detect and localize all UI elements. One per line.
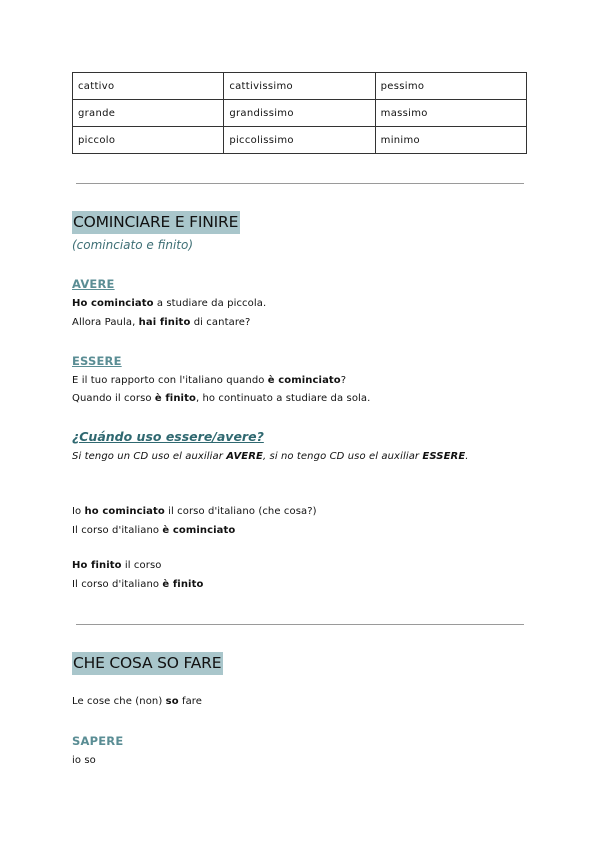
- table-cell: massimo: [375, 100, 526, 127]
- question-heading: ¿Cuándo uso essere/avere?: [72, 429, 264, 444]
- section-heading-che-cosa: CHE COSA SO FARE: [72, 652, 223, 675]
- table-cell: piccolissimo: [224, 127, 375, 154]
- table-cell: pessimo: [375, 73, 526, 100]
- example-cominciato-avere: Io ho cominciato il corso d'italiano (che cosa?): [72, 506, 317, 517]
- example-finito-avere: Ho finito il corso: [72, 560, 162, 571]
- avere-example-1: Ho cominciato a studiare da piccola.: [72, 298, 267, 309]
- table-cell: cattivo: [73, 73, 224, 100]
- table-row: [73, 100, 527, 127]
- table-cell: cattivissimo: [224, 73, 375, 100]
- sapere-conjugation: io so: [72, 755, 96, 766]
- example-finito-essere: Il corso d'italiano è finito: [72, 579, 204, 590]
- divider: [76, 183, 524, 184]
- avere-example-2: Allora Paula, hai finito di cantare?: [72, 317, 251, 328]
- essere-example-2: Quando il corso è finito, ho continuato a studiare da sola.: [72, 393, 371, 404]
- label-sapere: SAPERE: [72, 734, 124, 748]
- label-essere: ESSERE: [72, 354, 122, 368]
- label-avere: AVERE: [72, 277, 115, 291]
- superlatives-table: [72, 72, 527, 154]
- auxiliary-rule: Si tengo un CD uso el auxiliar AVERE, si no tengo CD uso el auxiliar ESSERE.: [72, 451, 469, 462]
- essere-example-1: E il tuo rapporto con l'italiano quando è cominciato?: [72, 375, 347, 386]
- section-subtitle: (cominciato e finito): [72, 238, 194, 252]
- example-cominciato-essere: Il corso d'italiano è cominciato: [72, 525, 236, 536]
- table-cell: piccolo: [73, 127, 224, 154]
- intro-line: Le cose che (non) so fare: [72, 696, 203, 707]
- table-row: [73, 73, 527, 100]
- table-row: [73, 127, 527, 154]
- table-cell: grande: [73, 100, 224, 127]
- table-cell: minimo: [375, 127, 526, 154]
- divider: [76, 624, 524, 625]
- table-cell: grandissimo: [224, 100, 375, 127]
- section-heading-cominciare: COMINCIARE E FINIRE: [72, 211, 240, 234]
